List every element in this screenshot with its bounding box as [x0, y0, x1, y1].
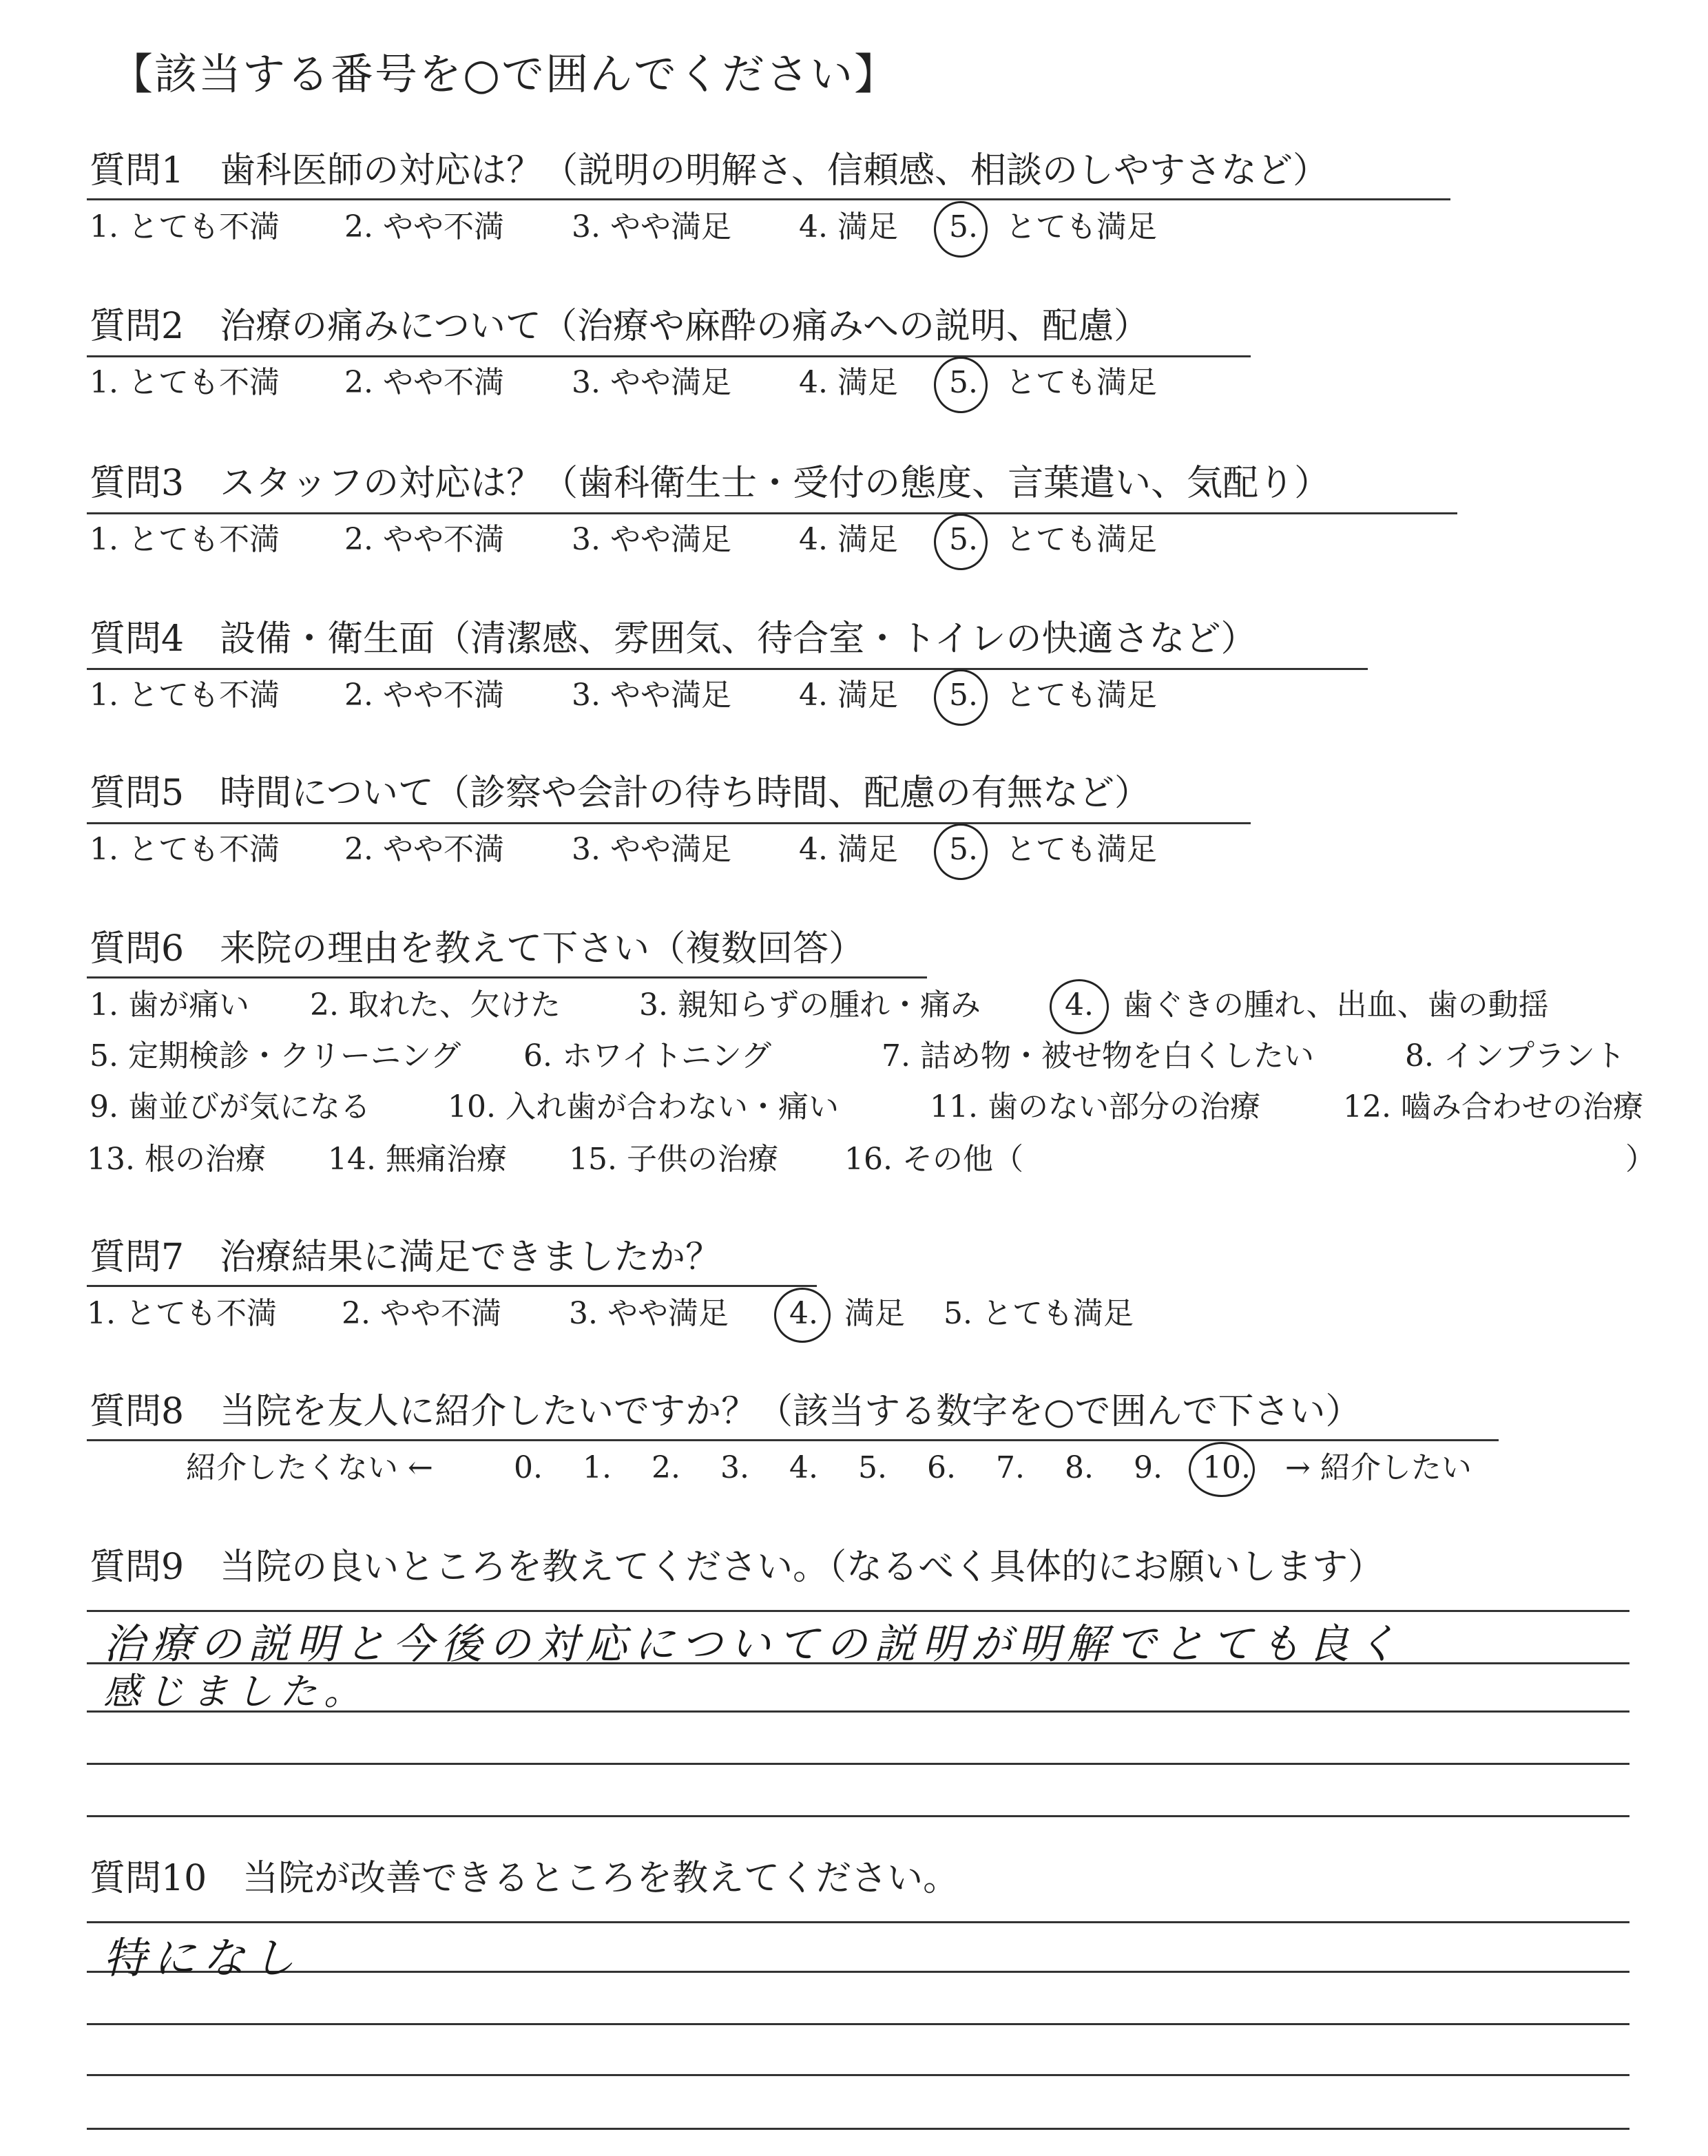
q10-answer-line-5	[87, 2128, 1629, 2130]
q4-option-2[interactable]: 2. やや不満	[344, 678, 504, 713]
q5-option-4[interactable]: 4. 満足	[799, 832, 898, 867]
q3-heading: 質問3 スタッフの対応は？（歯科衛生士・受付の態度、言葉遣い、気配り）	[90, 463, 1331, 504]
q8-score-3[interactable]: 3.	[720, 1450, 749, 1485]
q7-option-4[interactable]: 4.	[789, 1296, 818, 1331]
q1-option-3[interactable]: 3. やや満足	[572, 209, 731, 244]
q8-score-10[interactable]: 10.	[1202, 1450, 1251, 1485]
q4-option-4[interactable]: 4. 満足	[799, 678, 898, 713]
q6-option-10[interactable]: 10. 入れ歯が合わない・痛い	[448, 1089, 839, 1124]
q5-option-5[interactable]: 5.	[949, 832, 978, 867]
q4-heading: 質問4 設備・衛生面（清潔感、雰囲気、待合室・トイレの快適さなど）	[90, 618, 1257, 660]
q9-handwritten-answer-line-2: 感じました。	[103, 1670, 368, 1713]
q5-option-2[interactable]: 2. やや不満	[344, 832, 504, 867]
q10-answer-line-2	[87, 1971, 1629, 1973]
q9-answer-line-4	[87, 1763, 1629, 1765]
q8-heading: 質問8 当院を友人に紹介したいですか？（該当する数字を○で囲んで下さい）	[90, 1391, 1362, 1432]
q9-answer-line-5	[87, 1815, 1629, 1817]
q2-option-5-label: とても満足	[1006, 365, 1157, 400]
q4-option-5-label: とても満足	[1006, 678, 1157, 713]
q2-heading: 質問2 治療の痛みについて（治療や麻酔の痛みへの説明、配慮）	[90, 306, 1150, 347]
q3-option-5-label: とても満足	[1006, 522, 1157, 557]
q6-option-15[interactable]: 15. 子供の治療	[569, 1142, 778, 1177]
q8-score-2[interactable]: 2.	[652, 1450, 680, 1485]
q10-answer-line-3	[87, 2023, 1629, 2025]
q8-right-label: → 紹介したい	[1285, 1450, 1472, 1485]
q3-option-3[interactable]: 3. やや満足	[572, 522, 731, 557]
q2-option-2[interactable]: 2. やや不満	[344, 365, 504, 400]
q9-heading: 質問9 当院の良いところを教えてください。（なるべく具体的にお願いします）	[90, 1547, 1384, 1588]
q5-heading: 質問5 時間について（診察や会計の待ち時間、配慮の有無など）	[90, 773, 1151, 814]
q2-option-3[interactable]: 3. やや満足	[572, 365, 731, 400]
q2-option-4[interactable]: 4. 満足	[799, 365, 898, 400]
q6-option-9[interactable]: 9. 歯並びが気になる	[90, 1089, 371, 1124]
q6-option-3[interactable]: 3. 親知らずの腫れ・痛み	[639, 987, 981, 1023]
q6-option-7[interactable]: 7. 詰め物・被せ物を白くしたい	[882, 1038, 1314, 1074]
q10-heading: 質問10 当院が改善できるところを教えてください。	[90, 1858, 959, 1899]
q6-option-11[interactable]: 11. 歯のない部分の治療	[930, 1089, 1260, 1124]
q3-selected-circle	[934, 514, 988, 570]
q6-other-close-paren: ）	[1625, 1142, 1656, 1177]
q1-heading: 質問1 歯科医師の対応は？（説明の明解さ、信頼感、相談のしやすさなど）	[90, 150, 1329, 191]
q6-selected-circle	[1050, 979, 1109, 1034]
q4-underline	[87, 668, 1368, 670]
q7-option-5[interactable]: 5. とても満足	[944, 1296, 1134, 1331]
q8-score-1[interactable]: 1.	[583, 1450, 612, 1485]
q6-option-16[interactable]: 16. その他（	[844, 1142, 1023, 1177]
q10-answer-line-4	[87, 2074, 1629, 2076]
q3-option-4[interactable]: 4. 満足	[799, 522, 898, 557]
q3-option-1[interactable]: 1. とても不満	[90, 522, 280, 557]
q5-underline	[87, 822, 1251, 824]
q7-selected-circle	[774, 1288, 831, 1343]
q9-handwritten-answer-line-1: 治療の説明と今後の対応についての説明が明解でとても良く	[103, 1620, 1404, 1668]
q8-left-label: 紹介したくない ←	[186, 1450, 433, 1485]
q7-underline	[87, 1285, 817, 1287]
q7-option-4-label: 満足	[844, 1296, 905, 1331]
q8-score-6[interactable]: 6.	[927, 1450, 956, 1485]
q1-option-5-label: とても満足	[1006, 209, 1157, 244]
q6-option-13[interactable]: 13. 根の治療	[87, 1142, 266, 1177]
q3-option-2[interactable]: 2. やや不満	[344, 522, 504, 557]
q3-underline	[87, 512, 1457, 514]
q4-option-1[interactable]: 1. とても不満	[90, 678, 280, 713]
q7-option-2[interactable]: 2. やや不満	[342, 1296, 501, 1331]
q1-selected-circle	[934, 201, 988, 258]
q8-score-8[interactable]: 8.	[1065, 1450, 1094, 1485]
q6-heading: 質問6 来院の理由を教えて下さい（複数回答）	[90, 928, 865, 970]
q2-option-1[interactable]: 1. とても不満	[90, 365, 280, 400]
q8-score-0[interactable]: 0.	[514, 1450, 543, 1485]
q8-selected-circle	[1189, 1442, 1255, 1497]
q8-score-9[interactable]: 9.	[1134, 1450, 1163, 1485]
q5-option-3[interactable]: 3. やや満足	[572, 832, 731, 867]
q5-option-1[interactable]: 1. とても不満	[90, 832, 280, 867]
q8-score-7[interactable]: 7.	[996, 1450, 1025, 1485]
q2-selected-circle	[934, 357, 988, 413]
q4-option-3[interactable]: 3. やや満足	[572, 678, 731, 713]
q6-underline	[87, 976, 927, 978]
q8-underline	[87, 1439, 1499, 1441]
q6-option-4-label: 歯ぐきの腫れ、出血、歯の動揺	[1123, 987, 1549, 1023]
q1-option-4[interactable]: 4. 満足	[799, 209, 898, 244]
q1-underline	[87, 198, 1450, 200]
q6-option-5[interactable]: 5. 定期検診・クリーニング	[90, 1038, 461, 1074]
q6-option-12[interactable]: 12. 嚙み合わせの治療	[1343, 1089, 1643, 1124]
q8-score-4[interactable]: 4.	[789, 1450, 818, 1485]
q7-option-1[interactable]: 1. とても不満	[87, 1296, 277, 1331]
q4-selected-circle	[934, 669, 988, 726]
q6-option-2[interactable]: 2. 取れた、欠けた	[310, 987, 561, 1023]
q1-option-5[interactable]: 5.	[949, 209, 978, 244]
q1-option-1[interactable]: 1. とても不満	[90, 209, 280, 244]
q8-score-5[interactable]: 5.	[858, 1450, 887, 1485]
q5-selected-circle	[934, 824, 988, 880]
q10-handwritten-answer: 特になし	[103, 1933, 302, 1983]
q5-option-5-label: とても満足	[1006, 832, 1157, 867]
q6-option-14[interactable]: 14. 無痛治療	[328, 1142, 507, 1177]
q4-option-5[interactable]: 5.	[949, 678, 978, 713]
q6-option-1[interactable]: 1. 歯が痛い	[90, 987, 249, 1023]
q3-option-5[interactable]: 5.	[949, 522, 978, 557]
q7-option-3[interactable]: 3. やや満足	[569, 1296, 729, 1331]
q10-answer-line-1	[87, 1921, 1629, 1923]
q2-underline	[87, 355, 1251, 357]
q6-option-8[interactable]: 8. インプラント	[1405, 1038, 1625, 1074]
q1-option-2[interactable]: 2. やや不満	[344, 209, 504, 244]
q7-heading: 質問7 治療結果に満足できましたか？	[90, 1237, 722, 1278]
page-title: 【該当する番号を○で囲んでください】	[110, 49, 899, 99]
q6-option-6[interactable]: 6. ホワイトニング	[523, 1038, 772, 1074]
q2-option-5[interactable]: 5.	[949, 365, 978, 400]
q6-option-4[interactable]: 4.	[1065, 987, 1094, 1023]
